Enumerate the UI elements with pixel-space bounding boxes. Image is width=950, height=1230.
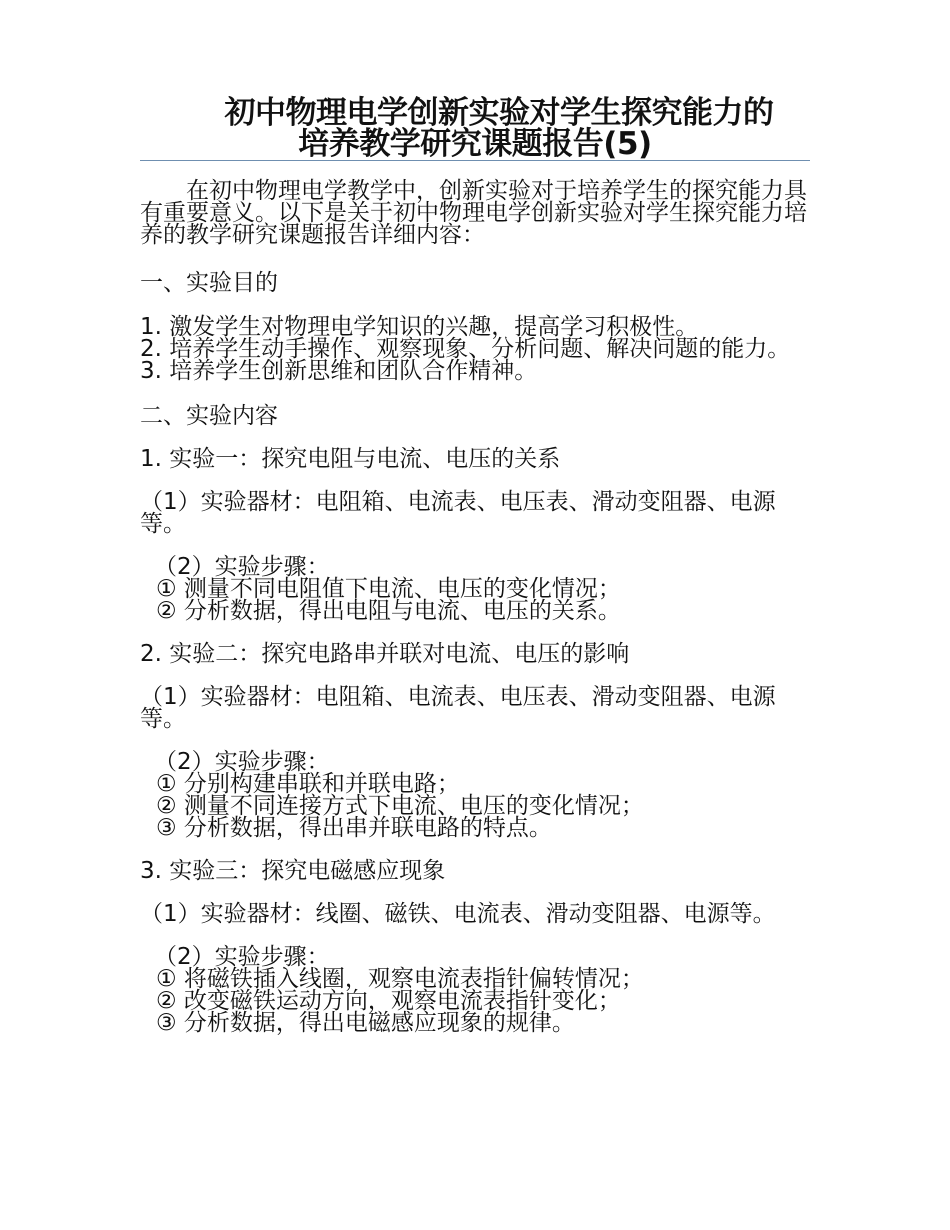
experiment-3-step-2: ② 改变磁铁运动方向，观察电流表指针变化；: [156, 988, 621, 1014]
experiment-3-step-1: ① 将磁铁插入线圈，观察电流表指针偏转情况；: [156, 966, 644, 992]
experiment-2-steps-label: （2）实验步骤：: [154, 749, 330, 775]
section-1-heading: 一、实验目的: [140, 270, 278, 296]
section-2-heading: 二、实验内容: [140, 403, 278, 429]
document-title: [140, 95, 810, 162]
experiment-2-materials: （1）实验器材：电阻箱、电流表、电压表、滑动变阻器、电源等。: [140, 684, 776, 732]
title-line-1: 初中物理电学创新实验对学生探究能力的: [224, 95, 774, 131]
experiment-1-step-2: ② 分析数据，得出电阻与电流、电压的关系。: [156, 598, 621, 624]
experiment-3-steps-label: （2）实验步骤：: [154, 944, 330, 970]
experiment-1-step-1: ① 测量不同电阻值下电流、电压的变化情况；: [156, 576, 621, 602]
experiment-2-step-3: ③ 分析数据，得出串并联电路的特点。: [156, 815, 552, 841]
experiment-3-step-3: ③ 分析数据，得出电磁感应现象的规律。: [156, 1010, 575, 1036]
experiment-2-step-1: ① 分别构建串联和并联电路；: [156, 771, 460, 797]
intro-paragraph: 在初中物理电学教学中，创新实验对于培养学生的探究能力具有重要意义。以下是关于初中物理电学创新实验对学生探究能力培养的教学研究课题报告详细内容：: [140, 178, 807, 248]
document-body: [140, 180, 810, 1034]
title-underline: [140, 160, 810, 161]
objective-item-3: 3. 培养学生创新思维和团队合作精神。: [140, 358, 538, 384]
objective-item-1: 1. 激发学生对物理电学知识的兴趣，提高学习积极性。: [140, 314, 699, 340]
objective-item-2: 2. 培养学生动手操作、观察现象、分析问题、解决问题的能力。: [140, 336, 791, 362]
title-line-2: 培养教学研究课题报告(5): [298, 126, 652, 162]
experiment-2-title: 2. 实验二：探究电路串并联对电流、电压的影响: [140, 641, 630, 667]
experiment-3-title: 3. 实验三：探究电磁感应现象: [140, 858, 446, 884]
experiment-1-title: 1. 实验一：探究电阻与电流、电压的关系: [140, 446, 561, 472]
experiment-3-materials: （1）实验器材：线圈、磁铁、电流表、滑动变阻器、电源等。: [140, 901, 776, 927]
experiment-1-materials: （1）实验器材：电阻箱、电流表、电压表、滑动变阻器、电源等。: [140, 489, 776, 537]
experiment-1-steps-label: （2）实验步骤：: [154, 554, 330, 580]
experiment-2-step-2: ② 测量不同连接方式下电流、电压的变化情况；: [156, 793, 644, 819]
